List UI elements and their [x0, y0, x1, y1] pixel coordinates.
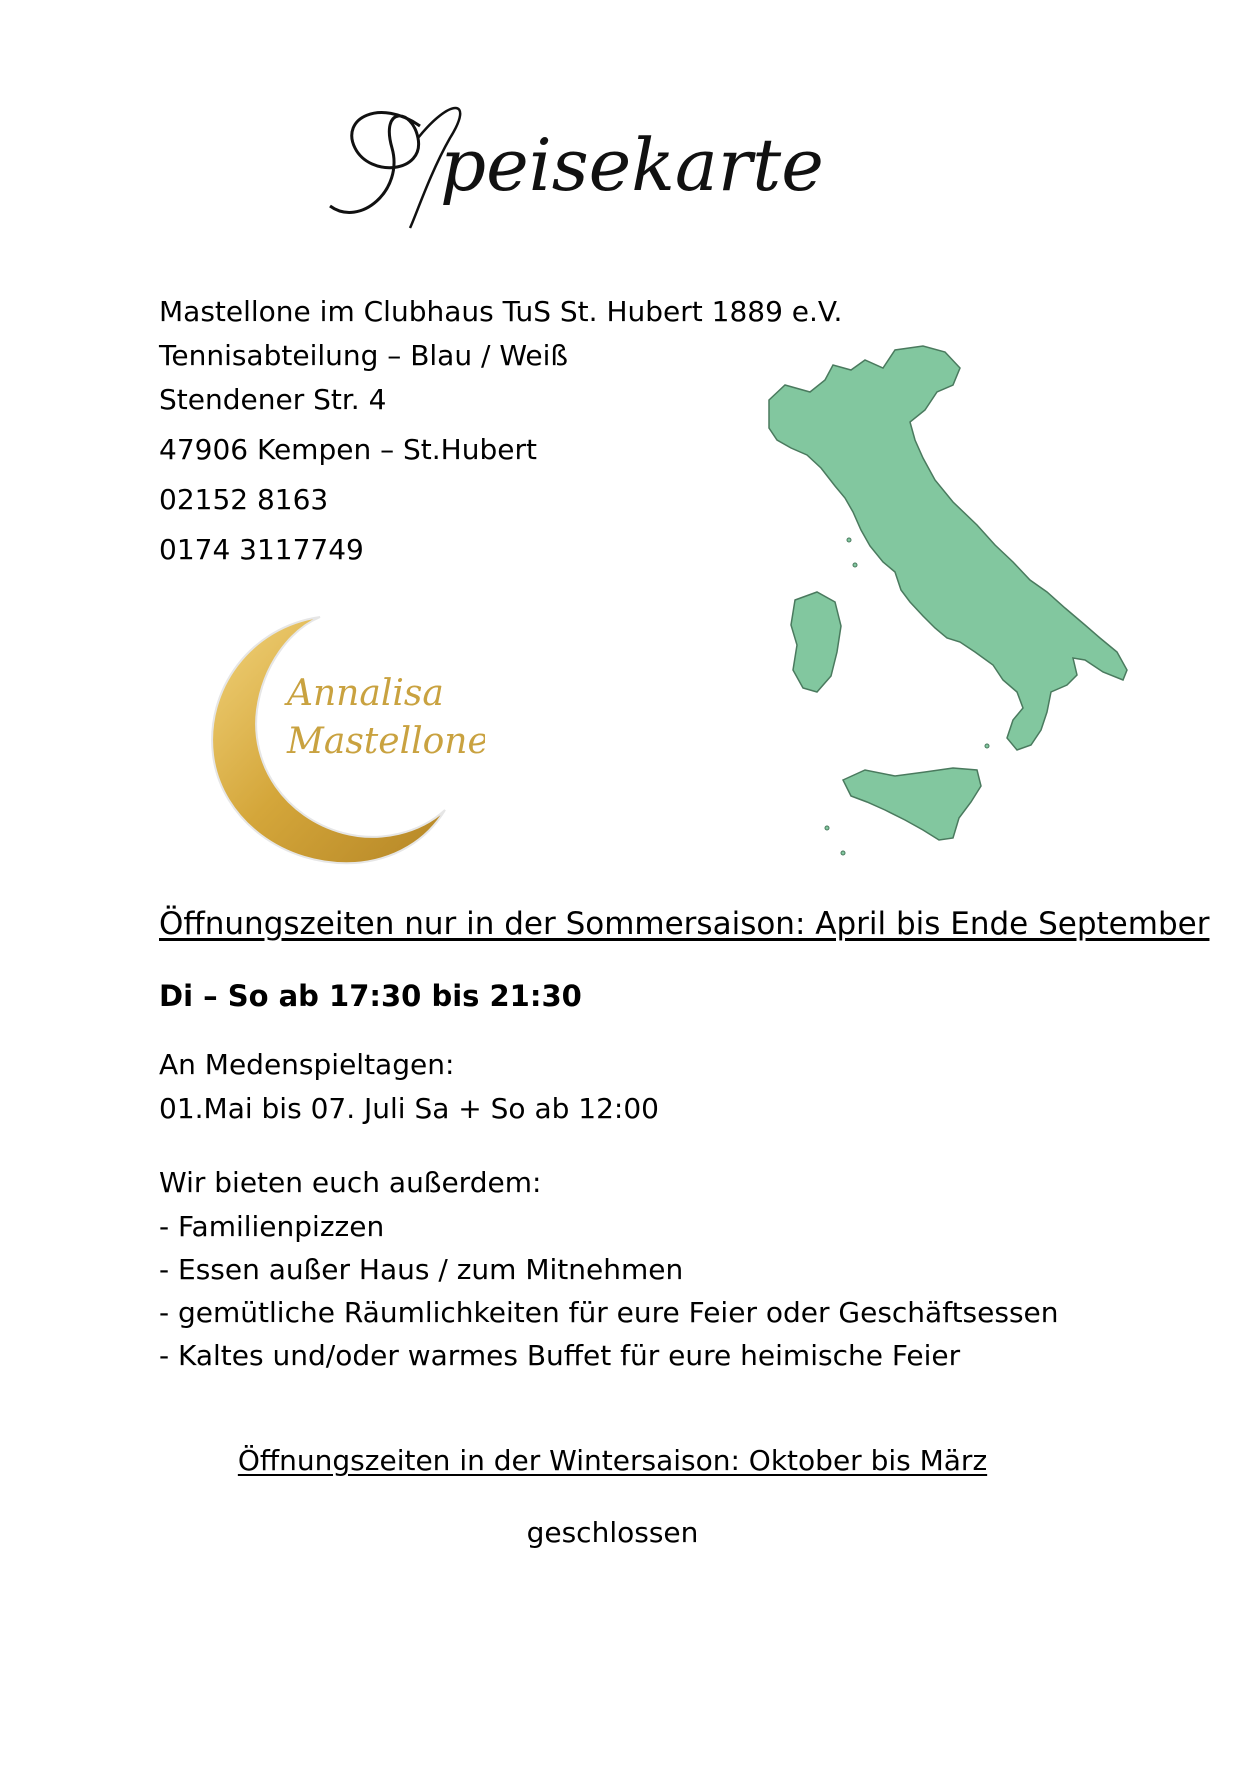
offers-intro: Wir bieten euch außerdem: [159, 1166, 542, 1199]
speisekarte-script-icon [300, 78, 900, 248]
winter-status: geschlossen [526, 1516, 699, 1549]
winter-hours-heading: Öffnungszeiten in der Wintersaison: Oktober bis März [237, 1444, 988, 1477]
match-days-label: An Medenspieltagen: [159, 1048, 455, 1081]
summer-hours-heading: Öffnungszeiten nur in der Sommersaison: April bis Ende September [159, 906, 1210, 942]
summer-opening-hours: Di – So ab 17:30 bis 21:30 [159, 979, 582, 1013]
crescent-moon-icon [195, 605, 485, 880]
logo-annalisa-text: Annalisa [287, 673, 444, 714]
offer-item: - Kaltes und/oder warmes Buffet für eure heimische Feier [159, 1339, 961, 1372]
offer-item: - Familienpizzen [159, 1210, 385, 1243]
offer-item: - Essen außer Haus / zum Mitnehmen [159, 1253, 684, 1286]
italy-map-icon [755, 340, 1195, 860]
logo-mastellone-text: Mastellone [287, 721, 485, 762]
offer-item: - gemütliche Räumlichkeiten für eure Feier oder Geschäftsessen [159, 1296, 1059, 1329]
speisekarte-title-logo [300, 78, 900, 248]
svg-text:peisekarte: peisekarte [440, 123, 824, 207]
address-line-mobile: 0174 3117749 [159, 533, 364, 566]
match-days-hours: 01.Mai bis 07. Juli Sa + So ab 12:00 [159, 1092, 659, 1125]
annalisa-mastellone-logo [195, 605, 485, 880]
address-line-city: 47906 Kempen – St.Hubert [159, 433, 537, 466]
italy-map [755, 340, 1195, 860]
address-line-club: Mastellone im Clubhaus TuS St. Hubert 1889 e.V. [159, 295, 843, 328]
address-line-phone: 02152 8163 [159, 483, 329, 516]
address-line-department: Tennisabteilung – Blau / Weiß [159, 339, 569, 372]
address-line-street: Stendener Str. 4 [159, 383, 387, 416]
